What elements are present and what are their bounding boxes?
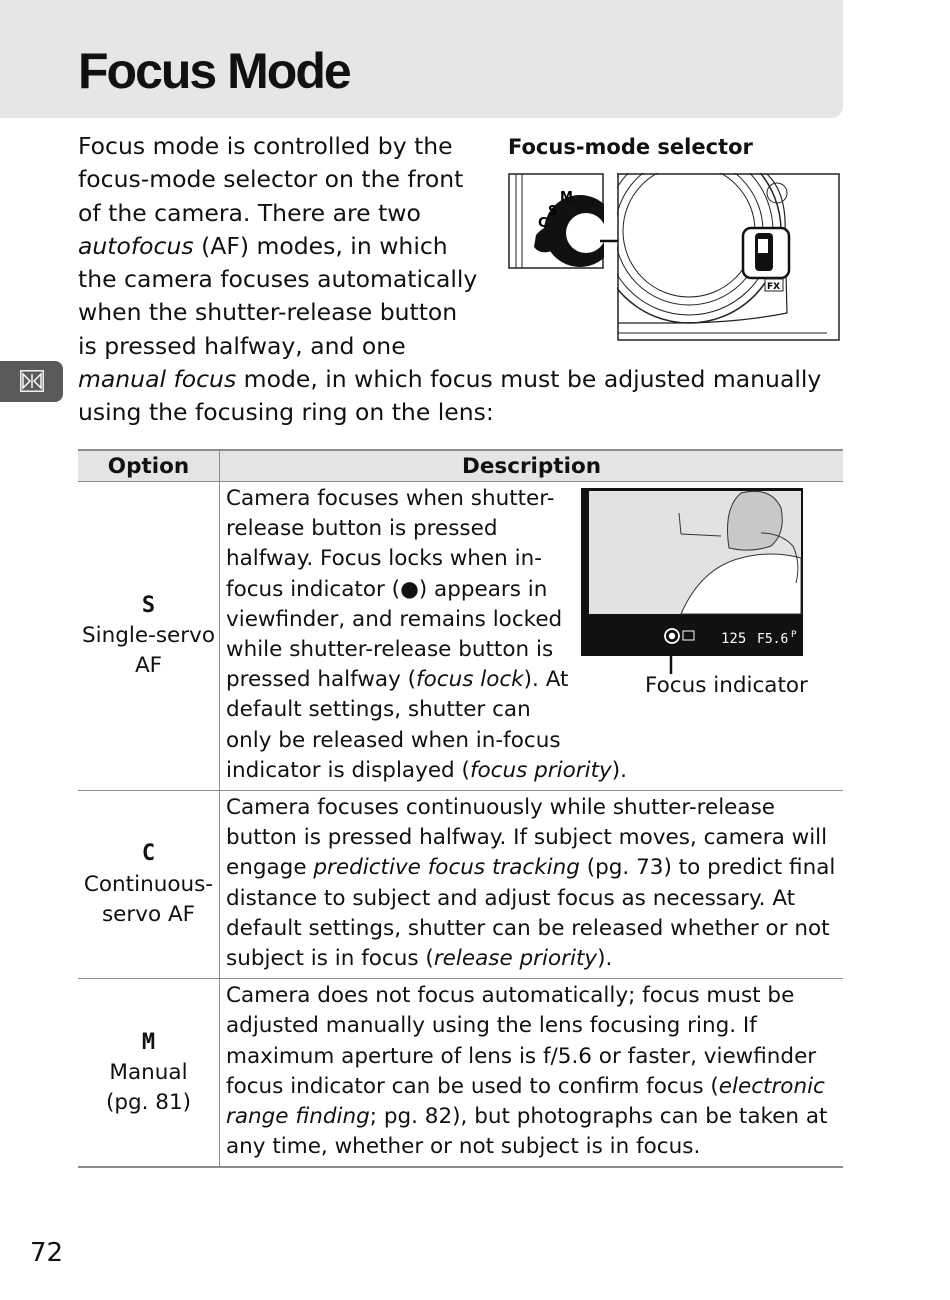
header-description: Description [220,450,844,482]
focus-indicator-leader [668,644,674,674]
viewfinder-mode: P [791,630,797,640]
focus-mode-selector-closeup [508,173,604,269]
viewfinder-illustration [581,488,841,738]
option-cell [78,791,220,979]
description-cell: 125 F5.6 P Focus indicator Camera focuses when shutter-release button is pressed halfway. Focus locks when in-focus indicator (●) appears in viewfinder, and remains locked while shutter-release button is pressed halfway (focus lock). At default settings, shutter can only be released when in-focus indicator is displayed (focus priority). [220,482,844,791]
option-cell [78,979,220,1168]
mode-letter: S [141,592,156,618]
selector-letter-s: S [548,204,558,219]
description-cell: Camera focuses continuously while shutter-release button is pressed halfway. If subject moves, camera will engage predictive focus tracking (pg. 73) to predict final distance to subject and adjust focus as necessary. At default settings, shutter can be released whether or not subject is in focus (release priority). [220,791,844,979]
mode-name-line1: Continuous- [83,871,214,897]
shooting-mode-icon [20,370,44,392]
selector-letter-m: M [560,190,573,205]
header-option: Option [78,450,220,482]
mode-letter: M [141,1029,156,1055]
table-row-manual [78,979,843,1168]
camera-front-illustration [617,173,840,341]
mode-letter: C [141,841,156,867]
option-cell [78,482,220,791]
focus-mode-table [78,449,843,1168]
intro-text: Focus mode is controlled by the focus-mode selector on the front of the camera. There are two autofocus (AF) modes, in which the camera focuses automatically when the shutter-release button is pressed halfway, and one manual focus mode, in which focus must be adjusted manually using the focusing ring on the lens: [78,132,822,427]
mode-name-line2: (pg. 81) [105,1089,192,1115]
selector-letter-c: C [538,216,548,231]
mode-name-line2: servo AF [101,901,196,927]
mode-name-line1: Manual [109,1059,188,1085]
page-title: Focus Mode [78,43,350,99]
table-row-single-servo [78,482,843,791]
mode-name: Single-servo AF [82,622,215,679]
figure-caption: Focus-mode selector [508,135,753,159]
table-row-continuous-servo [78,791,843,979]
viewfinder-shutter: 125 [721,631,747,647]
fx-badge: FX [767,282,781,292]
focus-indicator-label: Focus indicator [645,673,808,698]
chapter-tab [0,361,63,402]
viewfinder-aperture: F5.6 [757,632,789,647]
description-cell: Camera does not focus automatically; focus must be adjusted manually using the lens focusing ring. If maximum aperture of lens is f/5.6 or faster, viewfinder focus indicator can be used to confirm focus (electronic range finding; pg. 82), but photographs can be taken at any time, whether or not subject is in focus. [220,979,844,1168]
page-number: 72 [30,1238,64,1268]
viewfinder-display [581,488,803,656]
